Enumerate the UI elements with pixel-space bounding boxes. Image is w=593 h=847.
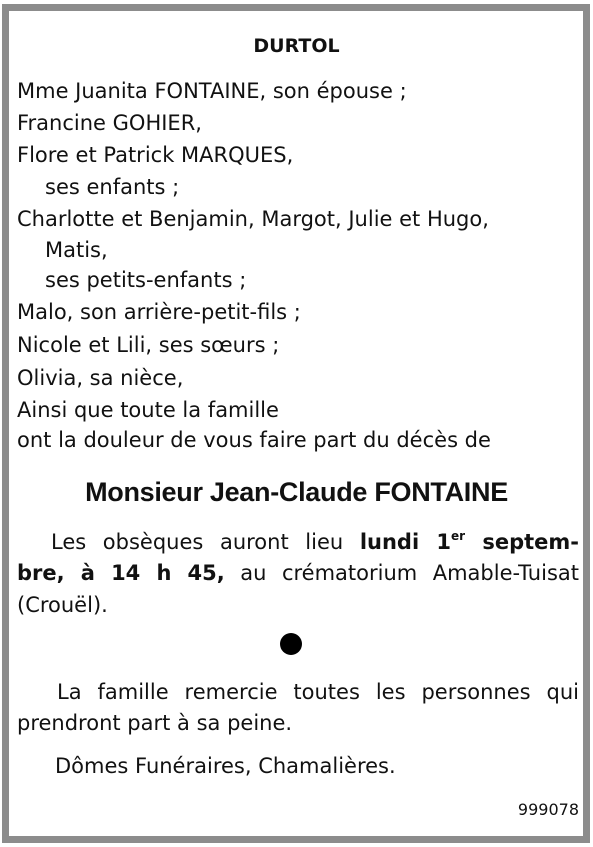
family-line: Mme Juanita FONTAINE, son épouse ; — [17, 79, 407, 103]
family-line: ses petits-enfants ; — [45, 268, 247, 292]
thanks-line-2: prendront part à sa peine. — [17, 711, 293, 735]
family-line: Olivia, sa nièce, — [17, 366, 184, 390]
family-line: Charlotte et Benjamin, Margot, Julie et Hugo, — [17, 207, 489, 231]
funeral-line-3: (Crouël). — [17, 593, 108, 617]
family-line: Francine GOHIER, — [17, 111, 202, 135]
family-line: Flore et Patrick MARQUES, — [17, 143, 294, 167]
notice-heading: DURTOL — [253, 35, 340, 57]
thanks-line-1: La famille remercie toutes les personnes qui — [57, 680, 579, 704]
family-line: Nicole et Lili, ses sœurs ; — [17, 333, 280, 357]
funeral-home: Dômes Funéraires, Chamalières. — [55, 754, 396, 778]
family-line: Matis, — [45, 238, 108, 262]
family-line: ses enfants ; — [45, 175, 180, 199]
funeral-line-1: Les obsèques auront lieu lundi 1er septem- — [51, 529, 579, 554]
reference-number: 999078 — [517, 800, 579, 819]
family-line: Malo, son arrière-petit-fils ; — [17, 300, 301, 324]
bullet-separator — [280, 633, 302, 655]
deceased-name: Monsieur Jean-Claude FONTAINE — [85, 477, 508, 507]
family-line: Ainsi que toute la famille — [17, 398, 279, 422]
family-line: ont la douleur de vous faire part du décès de — [17, 428, 491, 452]
funeral-line-2: bre, à 14 h 45, au crématorium Amable-Tuisat — [17, 561, 579, 585]
